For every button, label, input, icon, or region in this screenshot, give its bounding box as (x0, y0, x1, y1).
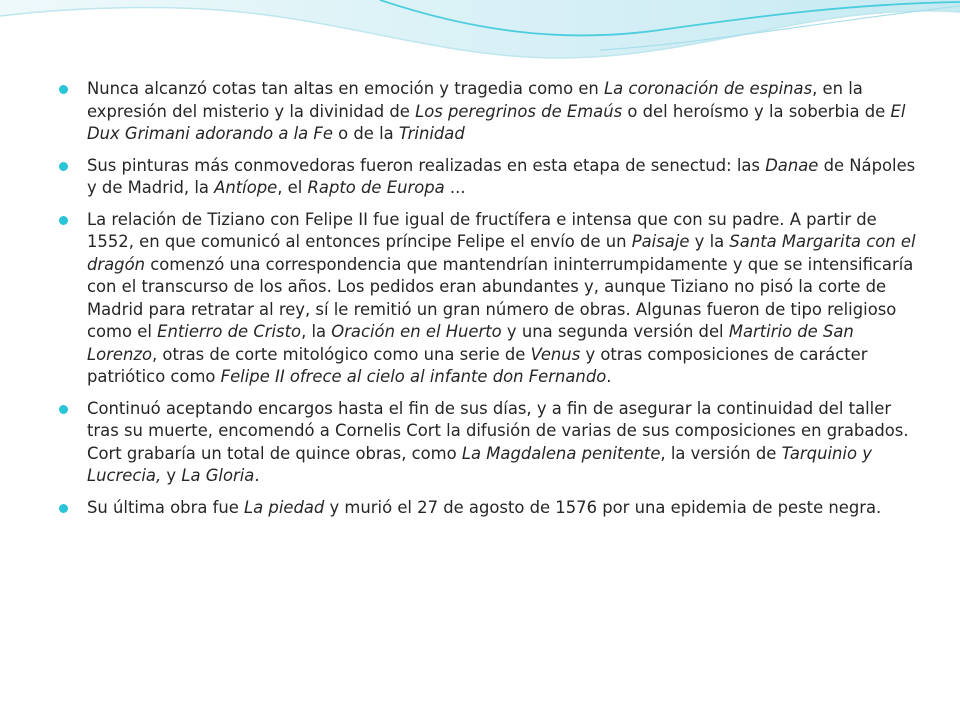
work-title: La coronación de espinas (604, 79, 813, 98)
work-title: Antíope (214, 178, 278, 197)
work-title: La Gloria (181, 466, 255, 485)
bullet-text: y otras composiciones de carácter patriótico como (87, 344, 868, 386)
bullet-item (58, 78, 918, 146)
work-title: El Dux Grimani adorando a la Fe (87, 101, 906, 143)
bullet-item (58, 155, 918, 200)
work-title: La Magdalena penitente (461, 443, 661, 463)
work-title: Los peregrinos de Emaús (415, 101, 623, 121)
bullet-text: ... (444, 178, 466, 197)
work-title: Venus (530, 344, 581, 364)
bullet-text: , la versión de (660, 443, 782, 463)
work-title: La piedad (244, 497, 325, 517)
work-title: Tarquinio y Lucrecia, (87, 443, 872, 485)
bullet-text: y una segunda versión del (501, 322, 729, 341)
bullet-text: . (254, 466, 260, 485)
bullet-text: y la (689, 232, 730, 251)
bullet-text: o de la (332, 124, 399, 143)
work-title: Paisaje (631, 232, 690, 251)
bullet-text: Continuó aceptando encargos hasta el fin de sus días, y a fin de asegurar la continuidad del taller tras su muerte, encomendó a Cornelis Cort la difusión de varias de sus composiciones en grabados. Cort grabaría un total de quince obras, como (87, 398, 909, 463)
bullet-item (58, 209, 918, 389)
bullet-dot-icon (59, 216, 68, 225)
bullet-text: , la (301, 322, 332, 341)
bullet-dot-icon (59, 162, 68, 171)
top-wave-decoration (0, 0, 960, 80)
work-title: Danae (765, 155, 819, 175)
work-title: Entierro de Cristo (157, 322, 302, 341)
bullet-text: Nunca alcanzó cotas tan altas en emoción y tragedia como en (87, 79, 605, 98)
bullet-dot-icon (59, 85, 68, 94)
work-title: Santa Margarita con el dragón (87, 232, 916, 274)
bullet-text: La relación de Tiziano con Felipe II fue igual de fructífera e intensa que con su padre. A partir de 1552, en que comunicó al entonces príncipe Felipe el envío de un (87, 209, 877, 251)
bullet-text: . (606, 367, 612, 386)
bullet-item (58, 398, 918, 488)
bullet-text: , el (277, 178, 308, 197)
bullet-text: Sus pinturas más conmovedoras fueron realizadas en esta etapa de senectud: las (87, 155, 766, 175)
bullet-text: o del heroísmo y la soberbia de (622, 101, 891, 121)
bullet-dot-icon (59, 405, 68, 414)
bullet-item (58, 497, 918, 520)
work-title: Martirio de San Lorenzo (87, 322, 854, 364)
bullet-dot-icon (59, 504, 68, 513)
bullet-text: de Nápoles y de Madrid, la (87, 155, 916, 197)
work-title: Felipe II ofrece al cielo al infante don Fernando (220, 367, 607, 386)
bullet-text: comenzó una correspondencia que mantendrían ininterrumpidamente y que se intensificaría con el transcurso de los años. Los pedidos eran abundantes y, aunque Tiziano no pisó la corte de Madrid para retratar al rey, sí le remitió un gran número de obras. Algunas fueron de tipo religioso como el (87, 254, 914, 341)
bullet-list (58, 78, 918, 528)
bullet-text: y murió el 27 de agosto de 1576 por una epidemia de peste negra. (324, 497, 882, 517)
work-title: Rapto de Europa (307, 178, 445, 197)
bullet-text: , en la expresión del misterio y la divinidad de (87, 79, 863, 121)
bullet-text: y (161, 466, 182, 485)
work-title: Trinidad (398, 124, 465, 143)
work-title: Oración en el Huerto (331, 322, 502, 341)
bullet-text: Su última obra fue (87, 497, 245, 517)
bullet-text: , otras de corte mitológico como una serie de (152, 344, 531, 364)
